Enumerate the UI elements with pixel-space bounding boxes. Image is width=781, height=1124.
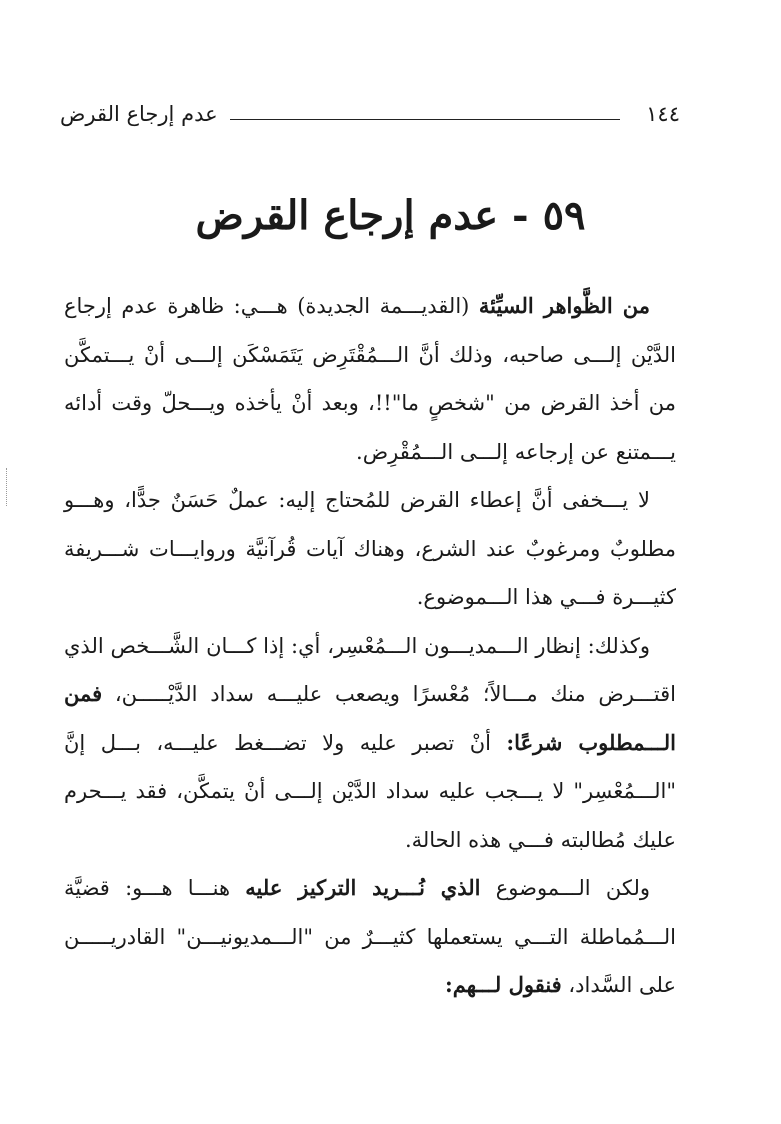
paragraph-4-closing: فنقول لـــهم: — [445, 972, 562, 997]
paragraph-3 — [64, 622, 676, 865]
paragraph-1-text: (القديـــمة الجديدة) هـــي: ظاهرة عدم إرجاع الدَّيْن إلـــى صاحبه، وذلك أنَّ الـــمُقْتَرِض يَتَمَسْكَن إلـــى أنْ يـــتمكَّن من أخذ القرض من "شخصٍ ما"!!، وبعد أنْ يأخذه ويـــحلّ وقت أدائه يـــمتنع عن إرجاعه إلـــى الـــمُقْرِض. — [64, 294, 676, 464]
page-number: ١٤٤ — [646, 102, 680, 126]
body-text — [64, 282, 676, 1010]
paragraph-3-emphasis: فمن الـــمطلوب شرعًا: — [64, 681, 677, 755]
chapter-title: ٥٩ - عدم إرجاع القرض — [195, 192, 586, 239]
paragraph-4-text-b: هنـــا هـــو: قضيَّة الـــمُماطلة التـــي يستعملها كثيـــرٌ من "الـــمديونيـــن" القادريـــــن على السَّداد، — [64, 876, 676, 997]
running-header — [60, 96, 680, 132]
paragraph-2-text: لا يـــخفى أنَّ إعطاء القرض للمُحتاج إليه: عملٌ حَسَنٌ جدًّا، وهـــو مطلوبٌ ومرغوبٌ عند الشرع، وهناك آيات قُرآنيَّة وروايـــات شـــريفة كثيـــرة فـــي هذا الـــموضوع. — [64, 488, 676, 609]
paragraph-3-text-b: أنْ تصبر عليه ولا تضـــغط عليـــه، بـــل إنَّ "الـــمُعْسِر" لا يـــجب عليه سداد الدَّيْن إلـــى أنْ يتمكَّن، فقد يـــحرم عليك مُطالبته فـــي هذه الحالة. — [64, 730, 676, 852]
margin-mark — [6, 468, 9, 506]
paragraph-2 — [64, 476, 676, 622]
paragraph-4-text-a: ولكن الـــموضوع — [480, 876, 650, 900]
paragraph-4 — [64, 864, 676, 1010]
paragraph-4-emphasis: الذي نُـــريد التركيز عليه — [245, 875, 481, 900]
header-rule — [230, 119, 621, 120]
paragraph-1 — [64, 282, 676, 476]
paragraph-3-text-a: وكذلك: إنظار الـــمديـــون الـــمُعْسِر، أي: إذا كـــان الشَّـــخص الذي اقتـــرض منك مـــالاً؛ مُعْسرًا ويصعب عليـــه سداد الدَّيْـــــن، — [64, 633, 676, 706]
paragraph-1-lead: من الظَّواهر السيِّئة — [478, 293, 651, 318]
running-title: عدم إرجاع القرض — [60, 102, 218, 126]
